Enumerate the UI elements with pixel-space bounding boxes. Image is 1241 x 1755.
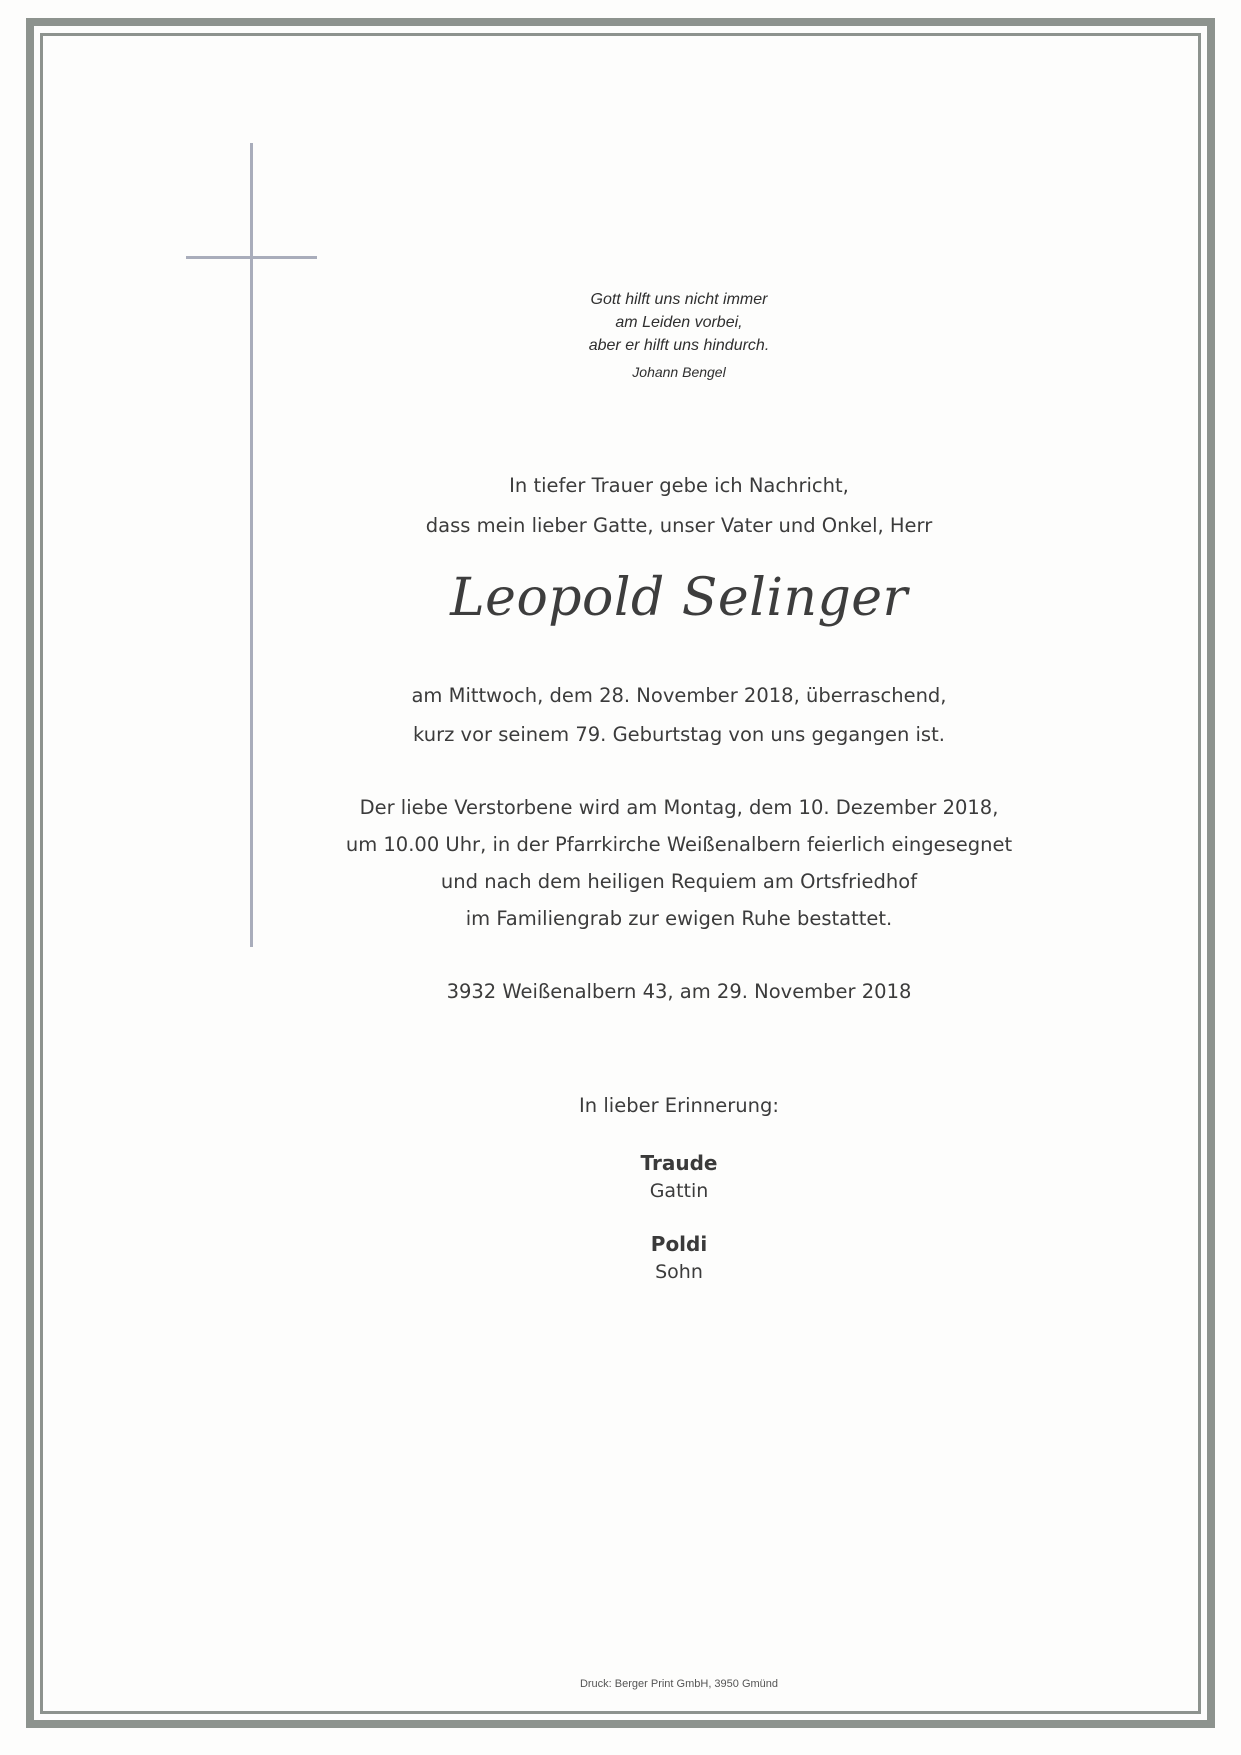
death-notice bbox=[300, 676, 1058, 754]
survivor-entry bbox=[300, 1232, 1058, 1283]
survivor-name: Traude bbox=[640, 1151, 718, 1175]
survivor-relation: Sohn bbox=[655, 1261, 703, 1283]
death-notice-line: kurz vor seinem 79. Geburtstag von uns gegangen ist. bbox=[413, 723, 945, 746]
intro-line: dass mein lieber Gatte, unser Vater und Onkel, Herr bbox=[425, 514, 933, 537]
quote-line: aber er hilft uns hindurch. bbox=[588, 337, 770, 354]
quote-block bbox=[300, 288, 1058, 384]
quote-line: Gott hilft uns nicht immer bbox=[590, 291, 768, 308]
cross-horizontal-bar bbox=[186, 256, 317, 259]
survivor-relation: Gattin bbox=[649, 1180, 709, 1202]
place-date: 3932 Weißenalbern 43, am 29. November 2018 bbox=[446, 980, 912, 1003]
cross-vertical-bar bbox=[250, 143, 253, 947]
death-notice-line: am Mittwoch, dem 28. November 2018, überraschend, bbox=[411, 684, 947, 707]
printer-credit: Druck: Berger Print GmbH, 3950 Gmünd bbox=[579, 1678, 779, 1690]
intro-text bbox=[300, 466, 1058, 546]
funeral-line: um 10.00 Uhr, in der Pfarrkirche Weißenalbern feierlich eingesegnet bbox=[345, 833, 1013, 856]
deceased-name: Leopold Selinger bbox=[450, 568, 908, 628]
funeral-line: Der liebe Verstorbene wird am Montag, dem 10. Dezember 2018, bbox=[359, 796, 999, 819]
survivor-name: Poldi bbox=[650, 1232, 708, 1256]
funeral-line: im Familiengrab zur ewigen Ruhe bestattet. bbox=[465, 907, 893, 930]
intro-line: In tiefer Trauer gebe ich Nachricht, bbox=[509, 474, 849, 497]
memory-heading: In lieber Erinnerung: bbox=[579, 1094, 779, 1117]
quote-author: Johann Bengel bbox=[632, 364, 726, 380]
funeral-details bbox=[300, 789, 1058, 937]
quote-line: am Leiden vorbei, bbox=[615, 314, 743, 331]
survivor-entry bbox=[300, 1151, 1058, 1202]
funeral-line: und nach dem heiligen Requiem am Ortsfriedhof bbox=[440, 870, 918, 893]
